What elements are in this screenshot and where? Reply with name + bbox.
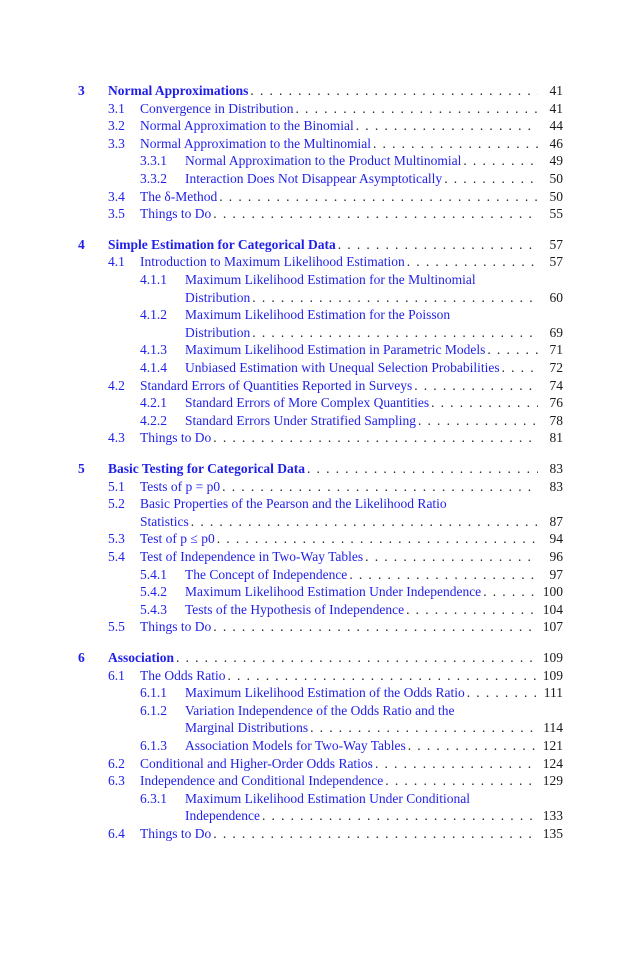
toc-entry-title[interactable]: Tests of p = p0 [140, 478, 221, 494]
toc-page-number: 97 [549, 566, 563, 582]
toc-entry-number: 6.1.3 [140, 738, 167, 753]
toc-entry[interactable] [0, 825, 641, 843]
toc-page-number: 69 [549, 324, 563, 340]
toc-entry-title-line [185, 702, 538, 720]
toc-entry-title-line [140, 618, 538, 636]
toc-entry[interactable] [0, 790, 641, 808]
toc-page-number: 41 [549, 83, 563, 98]
dot-leader [467, 684, 538, 702]
toc-entry-title[interactable]: Test of Independence in Two-Way Tables [140, 549, 364, 564]
toc-entry-number: 6 [78, 650, 85, 665]
toc-entry-title[interactable]: Standard Errors of Quantities Reported in Surveys [140, 377, 413, 393]
toc-entry-title-line [185, 566, 538, 584]
toc-page-number: 135 [542, 826, 563, 841]
toc-page-number: 129 [542, 773, 563, 789]
toc-entry-number: 4.2 [108, 377, 125, 393]
toc-entry[interactable] [0, 548, 641, 566]
toc-entry-title-line [140, 188, 538, 206]
toc-entry[interactable] [0, 394, 641, 412]
toc-entry-title[interactable]: Maximum Likelihood Estimation Under Conditional [185, 790, 470, 806]
toc-entry-title-line [185, 684, 538, 702]
toc-entry[interactable] [0, 737, 641, 755]
toc-page-number: 81 [549, 430, 563, 446]
dot-leader [310, 719, 538, 737]
toc-entry-title[interactable]: Normal Approximation to the Multinomial [140, 135, 371, 151]
toc-entry-title[interactable]: Variation Independence of the Odds Ratio and the [185, 702, 455, 718]
dot-leader [431, 394, 538, 412]
toc-page-number: 124 [542, 755, 563, 771]
toc-entry-number: 3.4 [108, 188, 125, 204]
toc-entry-title[interactable]: Association Models for Two-Way Tables [185, 738, 406, 753]
dot-leader [356, 117, 538, 135]
toc-page-number: 87 [549, 513, 563, 529]
toc-entry-number: 4.2.1 [140, 395, 167, 411]
dot-leader [228, 667, 539, 685]
dot-leader [365, 548, 538, 566]
toc-entry[interactable] [0, 306, 641, 324]
toc-entry[interactable] [0, 530, 641, 548]
toc-entry-number: 4.2.2 [140, 412, 167, 428]
toc-page-number: 94 [549, 531, 563, 547]
dot-leader [176, 649, 538, 667]
toc-entry-number: 4.1.3 [140, 342, 167, 358]
toc-entry[interactable] [0, 271, 641, 289]
toc-entry-title-line [108, 649, 538, 667]
toc-entry-title[interactable]: Distribution [185, 289, 251, 305]
toc-entry-title[interactable]: Simple Estimation for Categorical Data [108, 236, 336, 252]
dot-leader [191, 513, 538, 531]
toc-entry-title-line [185, 341, 538, 359]
toc-entry-title-line [140, 377, 538, 395]
toc-chapter-entry[interactable] [0, 82, 641, 100]
toc-entry[interactable] [0, 478, 641, 496]
toc-entry-title-line [185, 306, 538, 324]
toc-entry-title-line [185, 583, 538, 601]
dot-leader [385, 772, 538, 790]
toc-entry-title-line [140, 513, 538, 531]
toc-entry-number: 6.3.1 [140, 790, 167, 806]
toc-entry-title[interactable]: Association [108, 650, 175, 665]
toc-entry-title[interactable]: Normal Approximation to the Binomial [140, 118, 354, 134]
toc-entry[interactable] [0, 566, 641, 584]
toc-entry-title[interactable]: Normal Approximation to the Product Multinomial [185, 153, 462, 169]
toc-page-number: 55 [549, 206, 563, 222]
dot-leader [406, 601, 538, 619]
dot-leader [338, 236, 538, 254]
toc-page-number: 111 [543, 685, 563, 701]
dot-leader [219, 188, 538, 206]
toc-entry-title-line [185, 790, 538, 808]
toc-page-number: 74 [549, 377, 563, 393]
toc-entry-title-line [185, 737, 538, 755]
toc-entry-title[interactable]: Basic Testing for Categorical Data [108, 461, 305, 476]
toc-entry[interactable] [0, 601, 641, 619]
toc-entry-title[interactable]: Things to Do [140, 206, 212, 222]
dot-leader [307, 460, 538, 478]
dot-leader [295, 100, 538, 118]
toc-entry-number: 5.4 [108, 549, 125, 564]
toc-entry-number: 3.1 [108, 100, 125, 116]
toc-entry[interactable] [0, 755, 641, 773]
toc-entry-title-line [185, 289, 538, 307]
toc-entry-title-line [185, 324, 538, 342]
toc-page-number: 49 [549, 153, 563, 169]
dot-leader [375, 755, 538, 773]
toc-page-number: 50 [549, 171, 563, 186]
toc-entry[interactable] [0, 807, 641, 825]
dot-leader [373, 135, 538, 153]
toc-entry[interactable] [0, 772, 641, 790]
dot-leader [487, 341, 538, 359]
toc-entry-title-line [140, 429, 538, 447]
toc-entry-title[interactable]: Maximum Likelihood Estimation in Parametric Models [185, 342, 486, 358]
toc-entry-number: 5.4.3 [140, 601, 167, 617]
toc-entry-title[interactable]: Maximum Likelihood Estimation for the Poisson [185, 307, 451, 323]
toc-entry[interactable] [0, 170, 641, 188]
dot-leader [463, 152, 538, 170]
toc-entry-title-line [140, 825, 538, 843]
dot-leader [222, 478, 538, 496]
toc-entry-title[interactable]: Introduction to Maximum Likelihood Estimation [140, 254, 405, 270]
toc-page-number: 83 [549, 478, 563, 494]
toc-entry-title[interactable]: Maximum Likelihood Estimation of the Odds Ratio [185, 685, 465, 701]
toc-entry-number: 3.3.1 [140, 153, 167, 169]
toc-entry-title[interactable]: Maximum Likelihood Estimation for the Multinomial [185, 272, 476, 287]
toc-entry[interactable] [0, 359, 641, 377]
toc-entry-title[interactable]: Standard Errors Under Stratified Sampling [185, 412, 416, 428]
toc-entry-title[interactable]: Standard Errors of More Complex Quantities [185, 395, 430, 411]
toc-page-number: 83 [549, 461, 563, 476]
toc-entry-title[interactable]: The Concept of Independence [185, 566, 348, 582]
toc-entry-number: 6.3 [108, 773, 125, 789]
toc-page-number: 57 [549, 236, 563, 252]
toc-entry-title-line [185, 412, 538, 430]
toc-entry-number: 3.2 [108, 118, 125, 134]
toc-page-number: 71 [549, 342, 563, 358]
toc-page-number: 96 [549, 549, 563, 564]
toc-entry[interactable] [0, 495, 641, 513]
toc-entry-title-line [185, 170, 538, 188]
toc-entry[interactable] [0, 341, 641, 359]
toc-entry-number: 6.2 [108, 755, 125, 771]
dot-leader [252, 324, 538, 342]
toc-entry-number: 4 [78, 236, 85, 252]
toc-entry-title[interactable]: Conditional and Higher-Order Odds Ratios [140, 755, 373, 771]
toc-entry-title-line [140, 253, 538, 271]
toc-page-number: 121 [542, 738, 563, 753]
toc-entry-number: 5.2 [108, 496, 125, 512]
toc-entry-title-line [185, 807, 538, 825]
toc-entry[interactable] [0, 702, 641, 720]
toc-page-number: 109 [542, 667, 563, 683]
toc-chapter-entry[interactable] [0, 460, 641, 478]
toc-page-number: 100 [542, 584, 563, 600]
toc-entry-title-line [140, 478, 538, 496]
toc-entry-number: 5 [78, 461, 85, 476]
toc-entry[interactable] [0, 377, 641, 395]
toc-entry-title-line [140, 495, 538, 513]
dot-leader [217, 530, 538, 548]
toc-page-number: 44 [549, 118, 563, 134]
toc-entry[interactable] [0, 253, 641, 271]
toc-entry-number: 5.4.1 [140, 566, 167, 582]
toc-entry[interactable] [0, 583, 641, 601]
toc-entry-title-line [140, 117, 538, 135]
toc-entry[interactable] [0, 135, 641, 153]
toc-entry-title-line [140, 667, 538, 685]
toc-entry-title-line [185, 394, 538, 412]
toc-entry-number: 4.1.4 [140, 360, 167, 375]
toc-page-number: 46 [549, 135, 563, 151]
dot-leader [250, 82, 538, 100]
toc-entry-title[interactable]: Convergence in Distribution [140, 100, 294, 116]
toc-entry-number: 5.3 [108, 531, 125, 547]
toc-entry-number: 6.1.2 [140, 702, 167, 718]
toc-chapter-entry[interactable] [0, 649, 641, 667]
dot-leader [213, 429, 538, 447]
toc-entry-title[interactable]: Things to Do [140, 619, 212, 635]
dot-leader [444, 170, 538, 188]
toc-page-number: 41 [549, 100, 563, 116]
toc-entry-title[interactable]: Maximum Likelihood Estimation Under Independence [185, 584, 482, 600]
toc-entry[interactable] [0, 667, 641, 685]
toc-entry-title-line [140, 135, 538, 153]
toc-entry-title-line [185, 271, 538, 289]
toc-page-number: 109 [542, 650, 563, 665]
toc-entry-number: 3.5 [108, 206, 125, 222]
toc-entry-number: 6.1 [108, 667, 125, 683]
dot-leader [483, 583, 538, 601]
toc-entry-title[interactable]: Independence [185, 808, 260, 824]
toc-entry-title[interactable]: Test of p ≤ p0 [140, 531, 215, 547]
dot-leader [502, 359, 538, 377]
toc-page-number: 104 [542, 601, 563, 617]
toc-entry-title[interactable]: Marginal Distributions [185, 720, 309, 736]
toc-entry-title[interactable]: Things to Do [140, 430, 212, 446]
toc-entry[interactable] [0, 188, 641, 206]
toc-page-number: 133 [542, 808, 563, 824]
toc-entry[interactable] [0, 324, 641, 342]
toc-entry[interactable] [0, 429, 641, 447]
toc-entry-title-line [108, 82, 538, 100]
toc-entry-number: 6.1.1 [140, 685, 167, 701]
toc-entry-title[interactable]: Independence and Conditional Independence [140, 773, 384, 789]
toc-page-number: 78 [549, 412, 563, 428]
toc-entry-title-line [185, 152, 538, 170]
toc-entry-title[interactable]: Interaction Does Not Disappear Asymptotically [185, 171, 443, 186]
toc-page-number: 57 [549, 254, 563, 270]
toc-entry-title-line [140, 548, 538, 566]
toc-entry-title[interactable]: Normal Approximations [108, 83, 249, 98]
toc-entry-title-line [185, 359, 538, 377]
dot-leader [349, 566, 538, 584]
toc-page-number: 107 [542, 619, 563, 635]
dot-leader [262, 807, 538, 825]
toc-entry-number: 6.4 [108, 826, 125, 841]
toc-entry-number: 3 [78, 83, 85, 98]
toc-entry-number: 3.3.2 [140, 171, 167, 186]
dot-leader [407, 253, 538, 271]
toc-entry-number: 4.3 [108, 430, 125, 446]
toc-entry[interactable] [0, 412, 641, 430]
toc-entry-number: 4.1.2 [140, 307, 167, 323]
toc-entry[interactable] [0, 719, 641, 737]
toc-entry[interactable] [0, 684, 641, 702]
toc-entry-title[interactable]: Tests of the Hypothesis of Independence [185, 601, 405, 617]
toc-entry[interactable] [0, 513, 641, 531]
toc-entry-title-line [140, 755, 538, 773]
toc-entry-number: 5.5 [108, 619, 125, 635]
toc-entry-title[interactable]: Unbiased Estimation with Unequal Selection Probabilities [185, 360, 500, 375]
toc-entry[interactable] [0, 205, 641, 223]
toc-page-number: 60 [549, 289, 563, 305]
toc-entry-number: 5.4.2 [140, 584, 167, 600]
dot-leader [418, 412, 538, 430]
toc-entry-title-line [108, 236, 538, 254]
toc-entry-number: 5.1 [108, 478, 125, 494]
dot-leader [213, 825, 538, 843]
toc-entry-title-line [140, 205, 538, 223]
toc-entry[interactable] [0, 618, 641, 636]
toc-entry-title-line [140, 772, 538, 790]
toc-entry-title[interactable]: Distribution [185, 324, 251, 340]
dot-leader [408, 737, 538, 755]
toc-entry-title[interactable]: Basic Properties of the Pearson and the Likelihood Ratio [140, 496, 447, 512]
toc-entry-title-line [185, 719, 538, 737]
toc-page-number: 76 [549, 395, 563, 411]
toc-entry-title[interactable]: The Odds Ratio [140, 667, 226, 683]
dot-leader [213, 618, 538, 636]
dot-leader [213, 205, 538, 223]
toc-chapter-entry[interactable] [0, 236, 641, 254]
toc-entry-number: 3.3 [108, 135, 125, 151]
toc-entry[interactable] [0, 117, 641, 135]
toc-entry-title-line [140, 530, 538, 548]
toc-entry-title[interactable]: Statistics [140, 513, 189, 529]
toc-entry-title-line [140, 100, 538, 118]
toc-entry[interactable] [0, 152, 641, 170]
toc-page-number: 72 [549, 360, 563, 375]
toc-entry-number: 4.1 [108, 254, 125, 270]
toc-entry[interactable] [0, 100, 641, 118]
toc-entry-number: 4.1.1 [140, 272, 167, 287]
toc-entry-title[interactable]: The δ-Method [140, 188, 218, 204]
toc-entry-title-line [108, 460, 538, 478]
toc-page-number: 114 [543, 720, 563, 736]
toc-page-number: 50 [549, 188, 563, 204]
dot-leader [414, 377, 538, 395]
toc-entry-title[interactable]: Things to Do [140, 826, 212, 841]
toc-entry[interactable] [0, 289, 641, 307]
toc-entry-title-line [185, 601, 538, 619]
dot-leader [252, 289, 538, 307]
